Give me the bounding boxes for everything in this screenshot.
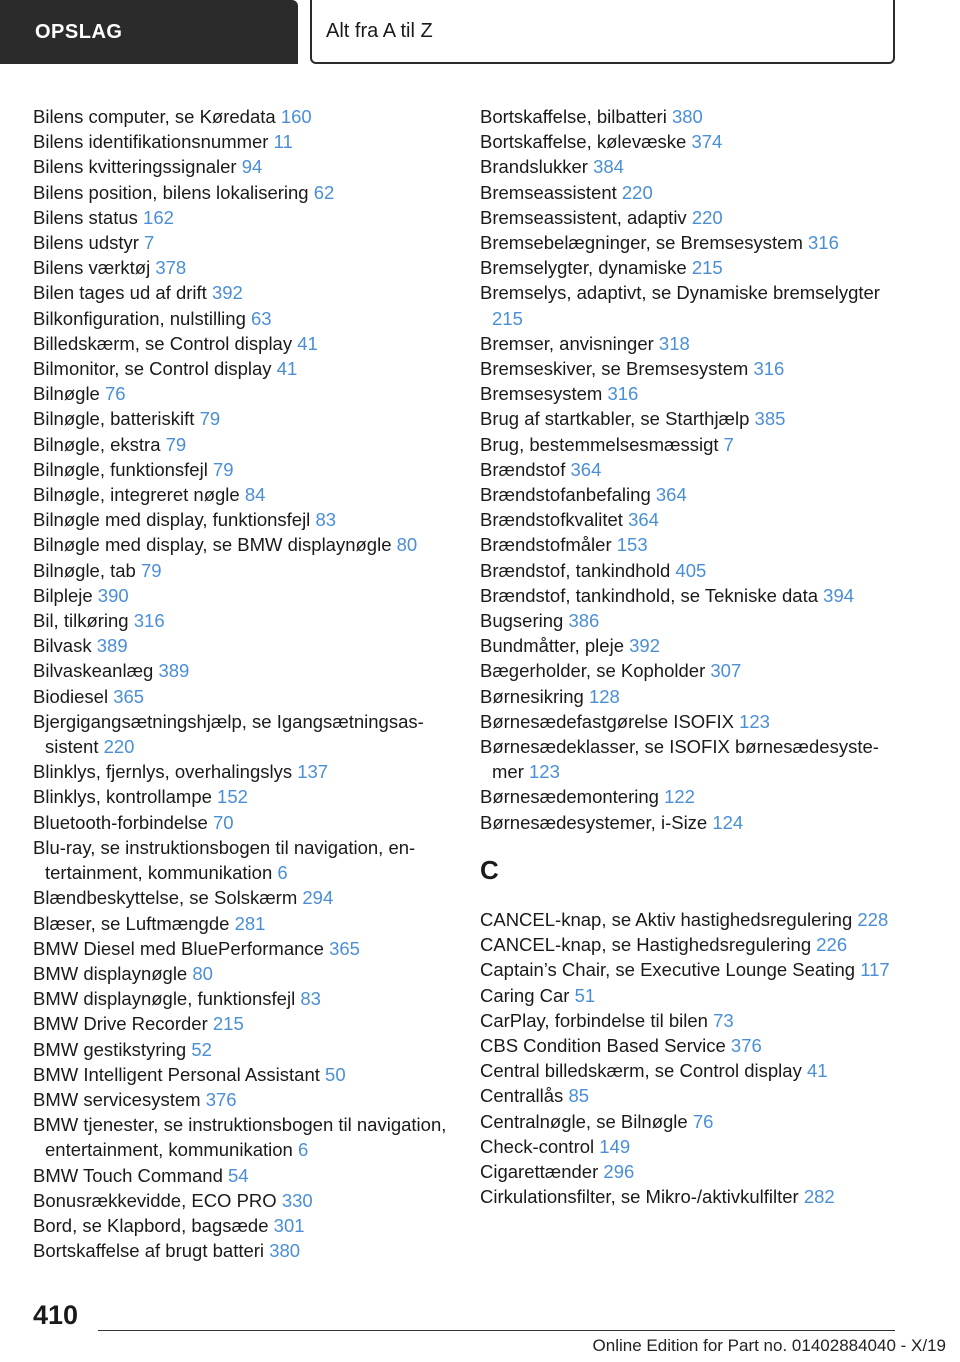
- entry-text: Bilpleje: [33, 584, 93, 606]
- entry-text: BMW Drive Recorder: [33, 1013, 208, 1035]
- index-entry: [480, 406, 900, 431]
- entry-text: Captain’s Chair, se Executive Lounge Seating: [480, 959, 856, 981]
- entry-text: Brændstofkvalitet: [480, 509, 623, 531]
- index-entry: [33, 986, 453, 1011]
- page-link[interactable]: 6: [297, 1139, 309, 1161]
- page-link[interactable]: 80: [192, 962, 213, 984]
- index-entry: [33, 255, 453, 280]
- entry-text: Cigarettænder: [480, 1160, 599, 1182]
- entry-text: Bilens værktøj: [33, 257, 151, 279]
- page-link[interactable]: 220: [621, 181, 653, 203]
- entry-text: Brændstof, tankindhold, se Tekniske data: [480, 584, 819, 606]
- page-link[interactable]: 378: [155, 257, 187, 279]
- page-link[interactable]: 390: [97, 584, 129, 606]
- page-link[interactable]: 83: [315, 509, 337, 531]
- page-link[interactable]: 124: [712, 811, 744, 833]
- entry-text: Bilens udstyr: [33, 232, 139, 254]
- index-entry: [480, 1134, 900, 1159]
- index-column-left: [33, 104, 453, 1263]
- index-entry: [480, 381, 900, 406]
- index-entry: [33, 1238, 453, 1263]
- page-link[interactable]: 52: [191, 1038, 212, 1060]
- entry-text: Bundmåtter, pleje: [480, 635, 624, 657]
- entry-text: Bremseassistent: [480, 181, 617, 203]
- page-link[interactable]: 380: [671, 106, 703, 127]
- page-link[interactable]: 85: [568, 1085, 590, 1107]
- index-entry: [33, 154, 453, 179]
- index-entry: [480, 280, 900, 330]
- entry-text: Brug, bestemmelsesmæssigt: [480, 433, 719, 455]
- page-link[interactable]: 123: [529, 761, 560, 783]
- index-entry: [480, 558, 900, 583]
- entry-text: Bremsebelægninger, se Bremsesystem: [480, 232, 803, 254]
- index-entry: [480, 104, 900, 129]
- index-entry: [33, 180, 453, 205]
- index-group-b: [480, 104, 900, 835]
- page-link[interactable]: 79: [140, 559, 162, 581]
- index-entry: [33, 205, 453, 230]
- index-entry: [33, 1213, 453, 1238]
- page-link[interactable]: 7: [144, 232, 155, 254]
- entry-text: Central billedskærm, se Control display: [480, 1060, 802, 1082]
- page-link[interactable]: 226: [816, 934, 848, 956]
- entry-text: Bremselys, adaptivt, se Dynamiske bremselygter: [480, 282, 880, 304]
- entry-text: Bilens identifikationsnummer: [33, 131, 269, 153]
- edition-note: Online Edition for Part no. 01402884040 - X/19: [592, 1336, 946, 1355]
- page-link[interactable]: 296: [603, 1160, 635, 1182]
- page-link[interactable]: 6: [277, 862, 288, 884]
- index-entry: [33, 911, 453, 936]
- entry-text: BMW Intelligent Personal Assistant: [33, 1063, 320, 1085]
- index-entry: [480, 907, 900, 932]
- page-link[interactable]: 41: [297, 332, 318, 354]
- index-entry: [33, 709, 453, 759]
- entry-text: Bortskaffelse, bilbatteri: [480, 106, 667, 127]
- entry-text: BMW gestikstyring: [33, 1038, 187, 1060]
- entry-text: Brændstof, tankindhold: [480, 559, 671, 581]
- index-entry: [33, 835, 453, 885]
- entry-text: Bilvask: [33, 635, 92, 657]
- index-entry: [480, 633, 900, 658]
- page-link[interactable]: 281: [234, 912, 266, 934]
- page-link[interactable]: 84: [244, 484, 266, 506]
- page-link[interactable]: 117: [860, 959, 890, 981]
- entry-text: Blændbeskyttelse, se Solskærm: [33, 887, 298, 909]
- page-link[interactable]: 79: [199, 408, 221, 430]
- page-link[interactable]: 215: [212, 1013, 244, 1035]
- entry-text: Centrallås: [480, 1085, 564, 1107]
- entry-text: Bilnøgle, ekstra: [33, 433, 161, 455]
- page-link[interactable]: 162: [143, 206, 174, 228]
- index-entry: [33, 608, 453, 633]
- entry-text: Bilnøgle, batteriskift: [33, 408, 195, 430]
- page-link[interactable]: 76: [692, 1110, 714, 1132]
- index-group-c: [480, 907, 900, 1209]
- page-link[interactable]: 41: [806, 1060, 828, 1082]
- index-entry: [480, 1008, 900, 1033]
- index-entry: [33, 482, 453, 507]
- index-entry: [480, 230, 900, 255]
- index-column-right: [480, 104, 900, 1209]
- entry-text: Bremselygter, dynamiske: [480, 257, 687, 279]
- index-entry: [480, 507, 900, 532]
- index-entry: [480, 129, 900, 154]
- page-link[interactable]: 51: [574, 984, 596, 1006]
- index-entry: [480, 180, 900, 205]
- section-letter-c: C: [480, 854, 499, 885]
- page-link[interactable]: 316: [607, 383, 639, 405]
- index-entry: [480, 1159, 900, 1184]
- page-link[interactable]: 376: [205, 1088, 237, 1110]
- page-link[interactable]: 376: [730, 1034, 762, 1056]
- entry-text: BMW Touch Command: [33, 1164, 223, 1186]
- page-link[interactable]: 294: [302, 887, 334, 909]
- entry-text: Brændstofanbefaling: [480, 484, 651, 506]
- page-link[interactable]: 364: [628, 509, 659, 531]
- index-entry: [33, 558, 453, 583]
- index-entry: [33, 306, 453, 331]
- page-link[interactable]: 54: [228, 1164, 249, 1186]
- entry-text: Bilnøgle med display, se BMW displaynøgle: [33, 534, 392, 556]
- index-entry: [33, 810, 453, 835]
- entry-text: Bilnøgle, tab: [33, 559, 136, 581]
- page-link[interactable]: 50: [325, 1063, 346, 1085]
- index-entry: [480, 734, 900, 784]
- index-entry: [33, 1037, 453, 1062]
- entry-text: Bilnøgle, integreret nøgle: [33, 484, 240, 506]
- entry-text: Billedskærm, se Control display: [33, 332, 293, 354]
- page-link[interactable]: 318: [658, 332, 690, 354]
- page-link[interactable]: 80: [396, 534, 418, 556]
- index-entry: [33, 331, 453, 356]
- index-entry: [480, 432, 900, 457]
- entry-text: Børnesikring: [480, 685, 584, 707]
- index-entry: [480, 1109, 900, 1134]
- entry-text: BMW tjenester, se instruktionsbogen til navigation, entertainment, kommunikation: [33, 1114, 447, 1161]
- page-link[interactable]: 392: [629, 635, 660, 657]
- index-entry: [480, 658, 900, 683]
- page-link[interactable]: 70: [212, 811, 234, 833]
- entry-text: CANCEL-knap, se Hastighedsregulering: [480, 934, 812, 956]
- page-link[interactable]: 73: [713, 1009, 734, 1031]
- entry-text: Bilens status: [33, 206, 138, 228]
- index-entry: [480, 784, 900, 809]
- index-entry: [480, 709, 900, 734]
- entry-text: Bjergigangsætningshjælp, se Igangsætningsassistent: [33, 710, 424, 758]
- entry-text: BMW Diesel med BluePerformance: [33, 937, 324, 959]
- entry-text: Brandslukker: [480, 156, 588, 178]
- page-link[interactable]: 123: [739, 710, 770, 732]
- index-entry: [33, 230, 453, 255]
- index-entry: [480, 1184, 900, 1209]
- index-entry: [480, 205, 900, 230]
- page-link[interactable]: 152: [217, 786, 248, 808]
- page-link[interactable]: 94: [241, 156, 263, 178]
- entry-text: BMW displaynøgle: [33, 962, 188, 984]
- index-entry: [480, 356, 900, 381]
- entry-text: Blu-ray, se instruktionsbogen til navigation, entertainment, kommunikation: [33, 836, 416, 884]
- entry-text: Bremseassistent, adaptiv: [480, 206, 687, 228]
- page-link[interactable]: 282: [803, 1186, 835, 1208]
- page-link[interactable]: 374: [691, 131, 723, 153]
- page-link[interactable]: 76: [104, 383, 126, 405]
- page-link[interactable]: 316: [133, 610, 165, 632]
- index-entry: [33, 961, 453, 986]
- index-entry: [480, 255, 900, 280]
- entry-text: Brændstof: [480, 458, 566, 480]
- page-link[interactable]: 364: [655, 484, 687, 506]
- footer-divider: [98, 1330, 895, 1331]
- entry-text: Centralnøgle, se Bilnøgle: [480, 1110, 688, 1132]
- page-link[interactable]: 220: [103, 736, 135, 758]
- entry-text: Bilnøgle, funktionsfejl: [33, 458, 208, 480]
- index-entry: [33, 633, 453, 658]
- page-link[interactable]: 228: [857, 908, 889, 930]
- entry-text: Bord, se Klapbord, bagsæde: [33, 1214, 269, 1236]
- index-entry: [33, 280, 453, 305]
- entry-text: Bilens kvitteringssignaler: [33, 156, 237, 178]
- page-link[interactable]: 149: [599, 1135, 631, 1157]
- index-entry: [33, 532, 453, 557]
- index-entry: [480, 932, 900, 957]
- page-link[interactable]: 384: [593, 156, 624, 178]
- index-entry: [33, 129, 453, 154]
- page-link[interactable]: 63: [251, 307, 272, 329]
- page-link[interactable]: 215: [691, 257, 723, 279]
- entry-text: Bremser, anvisninger: [480, 332, 654, 354]
- page-link[interactable]: 220: [691, 206, 723, 228]
- index-entry: [33, 1163, 453, 1188]
- index-entry: [33, 759, 453, 784]
- entry-text: Børnesædeklasser, se ISOFIX børnesædesystemer: [480, 736, 879, 783]
- entry-text: Bremseskiver, se Bremsesystem: [480, 358, 749, 380]
- entry-text: Caring Car: [480, 984, 570, 1006]
- index-entry: [33, 457, 453, 482]
- index-entry: [33, 1087, 453, 1112]
- index-entry: [480, 482, 900, 507]
- index-entry: [33, 684, 453, 709]
- index-entry: [33, 356, 453, 381]
- entry-text: Bilnøgle: [33, 383, 100, 405]
- entry-text: Bilkonfiguration, nulstilling: [33, 307, 246, 329]
- page-link[interactable]: 316: [808, 232, 839, 254]
- index-entry: [480, 810, 900, 835]
- page-link[interactable]: 307: [710, 660, 742, 682]
- entry-text: Cirkulationsfilter, se Mikro-/aktivkulfilter: [480, 1186, 799, 1208]
- index-entry: [480, 532, 900, 557]
- index-entry: [480, 983, 900, 1008]
- index-entry: [33, 406, 453, 431]
- entry-text: Børnesædemontering: [480, 786, 659, 808]
- entry-text: Biodiesel: [33, 685, 109, 707]
- index-entry: [480, 1083, 900, 1108]
- entry-text: CarPlay, forbindelse til bilen: [480, 1009, 708, 1031]
- index-entry: [480, 331, 900, 356]
- page-link[interactable]: 405: [675, 559, 707, 581]
- entry-text: Bægerholder, se Kopholder: [480, 660, 706, 682]
- index-entry: [33, 1188, 453, 1213]
- page-link[interactable]: 301: [273, 1214, 305, 1236]
- index-entry: [33, 1112, 453, 1162]
- page-link[interactable]: 122: [664, 786, 695, 808]
- page-link[interactable]: 215: [492, 307, 523, 329]
- entry-text: Bilvaskeanlæg: [33, 660, 154, 682]
- index-entry: [480, 583, 900, 608]
- chapter-tab: Alt fra A til Z: [310, 0, 895, 64]
- index-entry: [480, 608, 900, 633]
- entry-text: Bortskaffelse af brugt batteri: [33, 1240, 265, 1262]
- page-link[interactable]: 79: [212, 458, 234, 480]
- page-link[interactable]: 365: [329, 937, 360, 959]
- index-entry: [480, 457, 900, 482]
- entry-text: Bilens position, bilens lokalisering: [33, 181, 309, 203]
- index-entry: [33, 104, 453, 129]
- page-link[interactable]: 385: [754, 408, 786, 430]
- page-link[interactable]: 137: [297, 761, 329, 783]
- entry-text: CBS Condition Based Service: [480, 1034, 726, 1056]
- index-entry: [480, 154, 900, 179]
- index-entry: [33, 507, 453, 532]
- entry-text: Bortskaffelse, kølevæske: [480, 131, 687, 153]
- index-entry: [33, 381, 453, 406]
- page-link[interactable]: 389: [96, 635, 128, 657]
- page-link[interactable]: 160: [280, 106, 312, 127]
- page-link[interactable]: 386: [568, 610, 600, 632]
- entry-text: Blæser, se Luftmængde: [33, 912, 230, 934]
- entry-text: BMW displaynøgle, funktionsfejl: [33, 988, 296, 1010]
- page-link[interactable]: 330: [281, 1189, 313, 1211]
- entry-text: Børnesædefastgørelse ISOFIX: [480, 710, 734, 732]
- entry-text: Bilmonitor, se Control display: [33, 358, 272, 380]
- index-entry: [33, 936, 453, 961]
- entry-text: Bonusrækkevidde, ECO PRO: [33, 1189, 277, 1211]
- page-link[interactable]: 7: [723, 433, 734, 455]
- page-link[interactable]: 41: [276, 358, 298, 380]
- index-entry: [33, 885, 453, 910]
- page-link[interactable]: 83: [300, 988, 321, 1010]
- page-link[interactable]: 316: [753, 358, 785, 380]
- entry-text: Brændstofmåler: [480, 534, 612, 556]
- section-tab: OPSLAG: [0, 0, 298, 64]
- entry-text: CANCEL-knap, se Aktiv hastighedsregulering: [480, 908, 853, 930]
- page-link[interactable]: 79: [165, 433, 187, 455]
- page-link[interactable]: 394: [823, 584, 855, 606]
- entry-text: Check-control: [480, 1135, 595, 1157]
- page-link[interactable]: 153: [616, 534, 648, 556]
- entry-text: BMW servicesystem: [33, 1088, 201, 1110]
- page-link[interactable]: 364: [570, 458, 602, 480]
- entry-text: Brug af startkabler, se Starthjælp: [480, 408, 750, 430]
- index-entry: [480, 1058, 900, 1083]
- entry-text: Bluetooth-forbindelse: [33, 811, 208, 833]
- entry-text: Bil, tilkøring: [33, 610, 129, 632]
- page-link[interactable]: 365: [113, 685, 145, 707]
- index-entry: [33, 1011, 453, 1036]
- index-entry: [33, 658, 453, 683]
- entry-text: Bilens computer, se Køredata: [33, 106, 276, 127]
- page-link[interactable]: 380: [269, 1240, 301, 1262]
- index-entry: [480, 684, 900, 709]
- index-entry: [33, 432, 453, 457]
- entry-text: Børnesædesystemer, i-Size: [480, 811, 708, 833]
- index-entry: [33, 583, 453, 608]
- index-entry: [33, 784, 453, 809]
- entry-text: Blinklys, kontrollampe: [33, 786, 212, 808]
- index-entry: [480, 1033, 900, 1058]
- entry-text: Bilnøgle med display, funktionsfejl: [33, 509, 311, 531]
- page-link[interactable]: 392: [211, 282, 243, 304]
- page-link[interactable]: 11: [273, 131, 293, 153]
- page-link[interactable]: 389: [158, 660, 190, 682]
- entry-text: Blinklys, fjernlys, overhalingslys: [33, 761, 293, 783]
- page-link[interactable]: 128: [588, 685, 620, 707]
- entry-text: Bugsering: [480, 610, 564, 632]
- index-entry: [480, 957, 900, 982]
- page-link[interactable]: 62: [313, 181, 335, 203]
- entry-text: Bremsesystem: [480, 383, 603, 405]
- page-header: [0, 0, 895, 64]
- index-entry: [33, 1062, 453, 1087]
- page-number: 410: [33, 1300, 79, 1330]
- entry-text: Bilen tages ud af drift: [33, 282, 207, 304]
